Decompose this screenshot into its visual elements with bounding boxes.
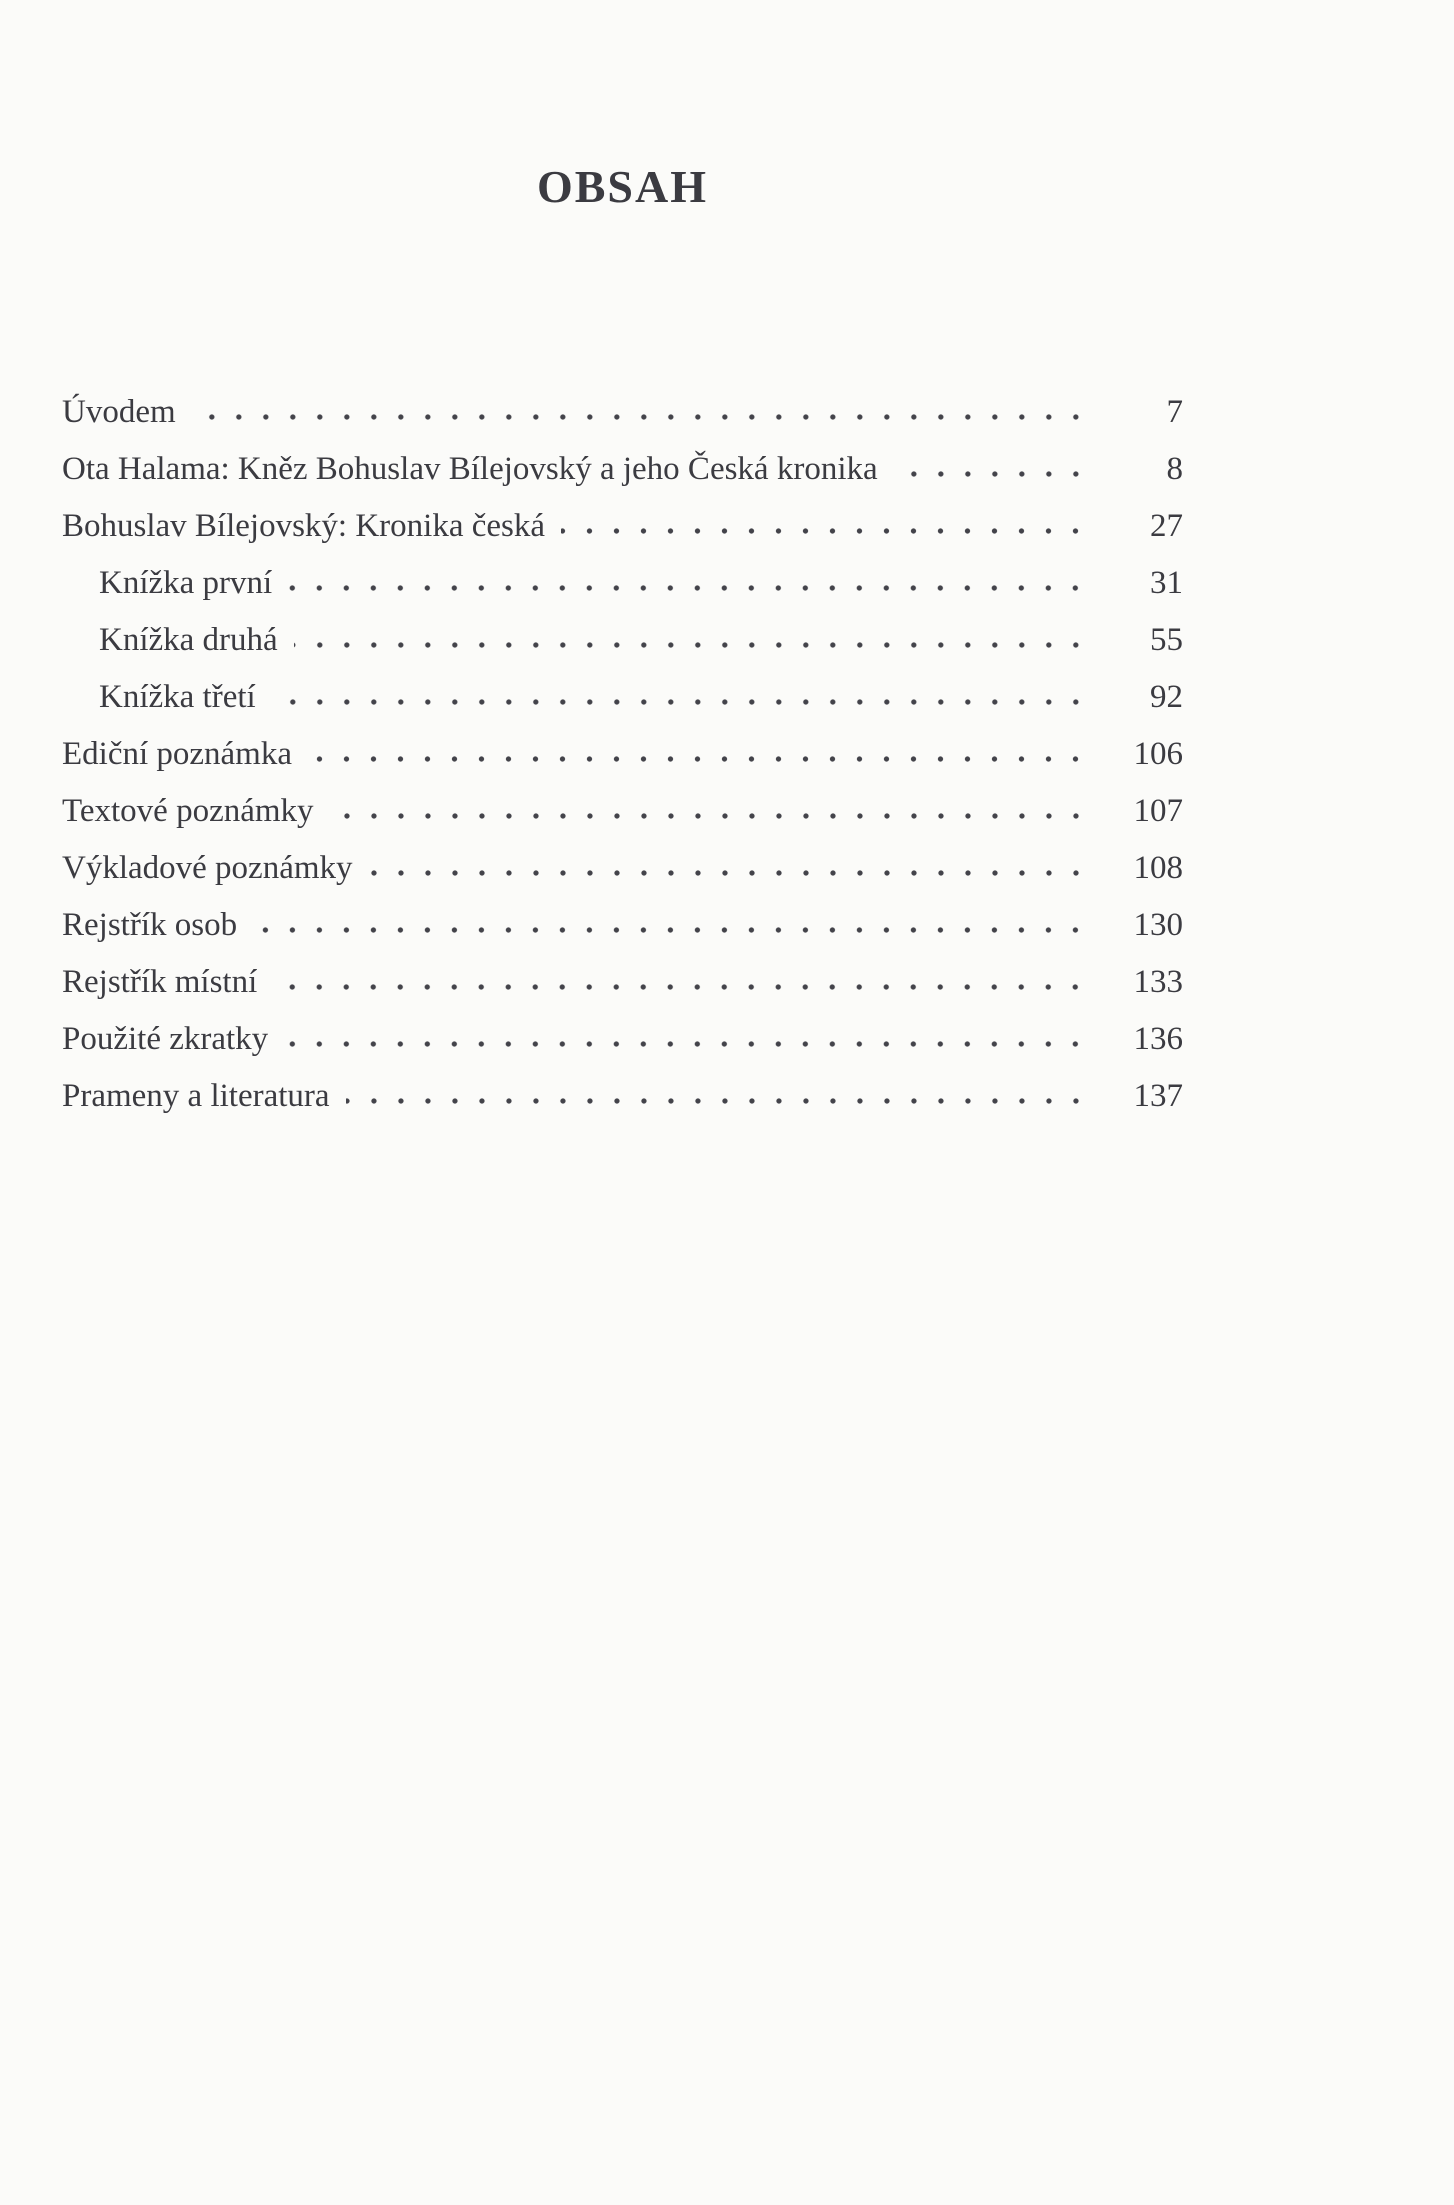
page-title: OBSAH (536, 161, 709, 212)
toc-entry (62, 783, 1183, 840)
toc-entry (62, 840, 1183, 897)
toc-entry (62, 726, 1183, 783)
toc-entry-page-number: 106 (1133, 736, 1183, 772)
toc-entry-label: Rejstřík místní (62, 964, 258, 1000)
toc-entry-label: Ediční poznámka (62, 736, 293, 772)
toc-entry-page-number: 137 (1133, 1078, 1183, 1114)
toc-entry (62, 612, 1183, 669)
toc-entry-label: Prameny a literatura (62, 1078, 330, 1114)
toc-entry-page-number: 133 (1133, 964, 1183, 1000)
table-of-contents (62, 384, 1183, 1125)
dot-leader (561, 526, 1089, 536)
toc-entry-page-number: 7 (1166, 394, 1183, 430)
toc-entry-label: Knížka první (99, 565, 273, 601)
dot-leader (192, 412, 1089, 422)
dot-leader (294, 640, 1089, 650)
toc-entry-page-number: 92 (1150, 679, 1183, 715)
toc-entry-label: Použité zkratky (62, 1021, 269, 1057)
dot-leader (330, 811, 1089, 821)
dot-leader (272, 697, 1089, 707)
dot-leader (346, 1096, 1089, 1106)
toc-entry-label: Knížka druhá (99, 622, 278, 658)
toc-entry-page-number: 108 (1133, 850, 1183, 886)
toc-entry (62, 1011, 1183, 1068)
dot-leader (273, 982, 1089, 992)
toc-entry (62, 555, 1183, 612)
toc-entry-label: Bohuslav Bílejovský: Kronika česká (62, 508, 546, 544)
toc-entry-page-number: 136 (1133, 1021, 1183, 1057)
dot-leader (288, 583, 1089, 593)
toc-entry-label: Ota Halama: Kněz Bohuslav Bílejovský a jeho Česká kronika (62, 451, 878, 487)
toc-entry (62, 954, 1183, 1011)
toc-entry-label: Rejstřík osob (62, 907, 238, 943)
dot-leader (894, 469, 1089, 479)
toc-entry (62, 441, 1183, 498)
dot-leader (284, 1039, 1089, 1049)
toc-entry-page-number: 107 (1133, 793, 1183, 829)
toc-entry (62, 897, 1183, 954)
toc-entry-page-number: 55 (1150, 622, 1183, 658)
dot-leader (253, 925, 1089, 935)
dot-leader (369, 868, 1089, 878)
toc-entry-label: Úvodem (62, 394, 176, 430)
toc-entry (62, 669, 1183, 726)
toc-entry-label: Výkladové poznámky (62, 850, 353, 886)
toc-entry-page-number: 8 (1166, 451, 1183, 487)
toc-entry-label: Textové poznámky (62, 793, 314, 829)
toc-entry-page-number: 27 (1150, 508, 1183, 544)
toc-entry-page-number: 130 (1133, 907, 1183, 943)
toc-entry (62, 498, 1183, 555)
toc-entry-page-number: 31 (1150, 565, 1183, 601)
dot-leader (308, 754, 1089, 764)
toc-entry-label: Knížka třetí (99, 679, 256, 715)
toc-entry (62, 384, 1183, 441)
toc-entry (62, 1068, 1183, 1125)
